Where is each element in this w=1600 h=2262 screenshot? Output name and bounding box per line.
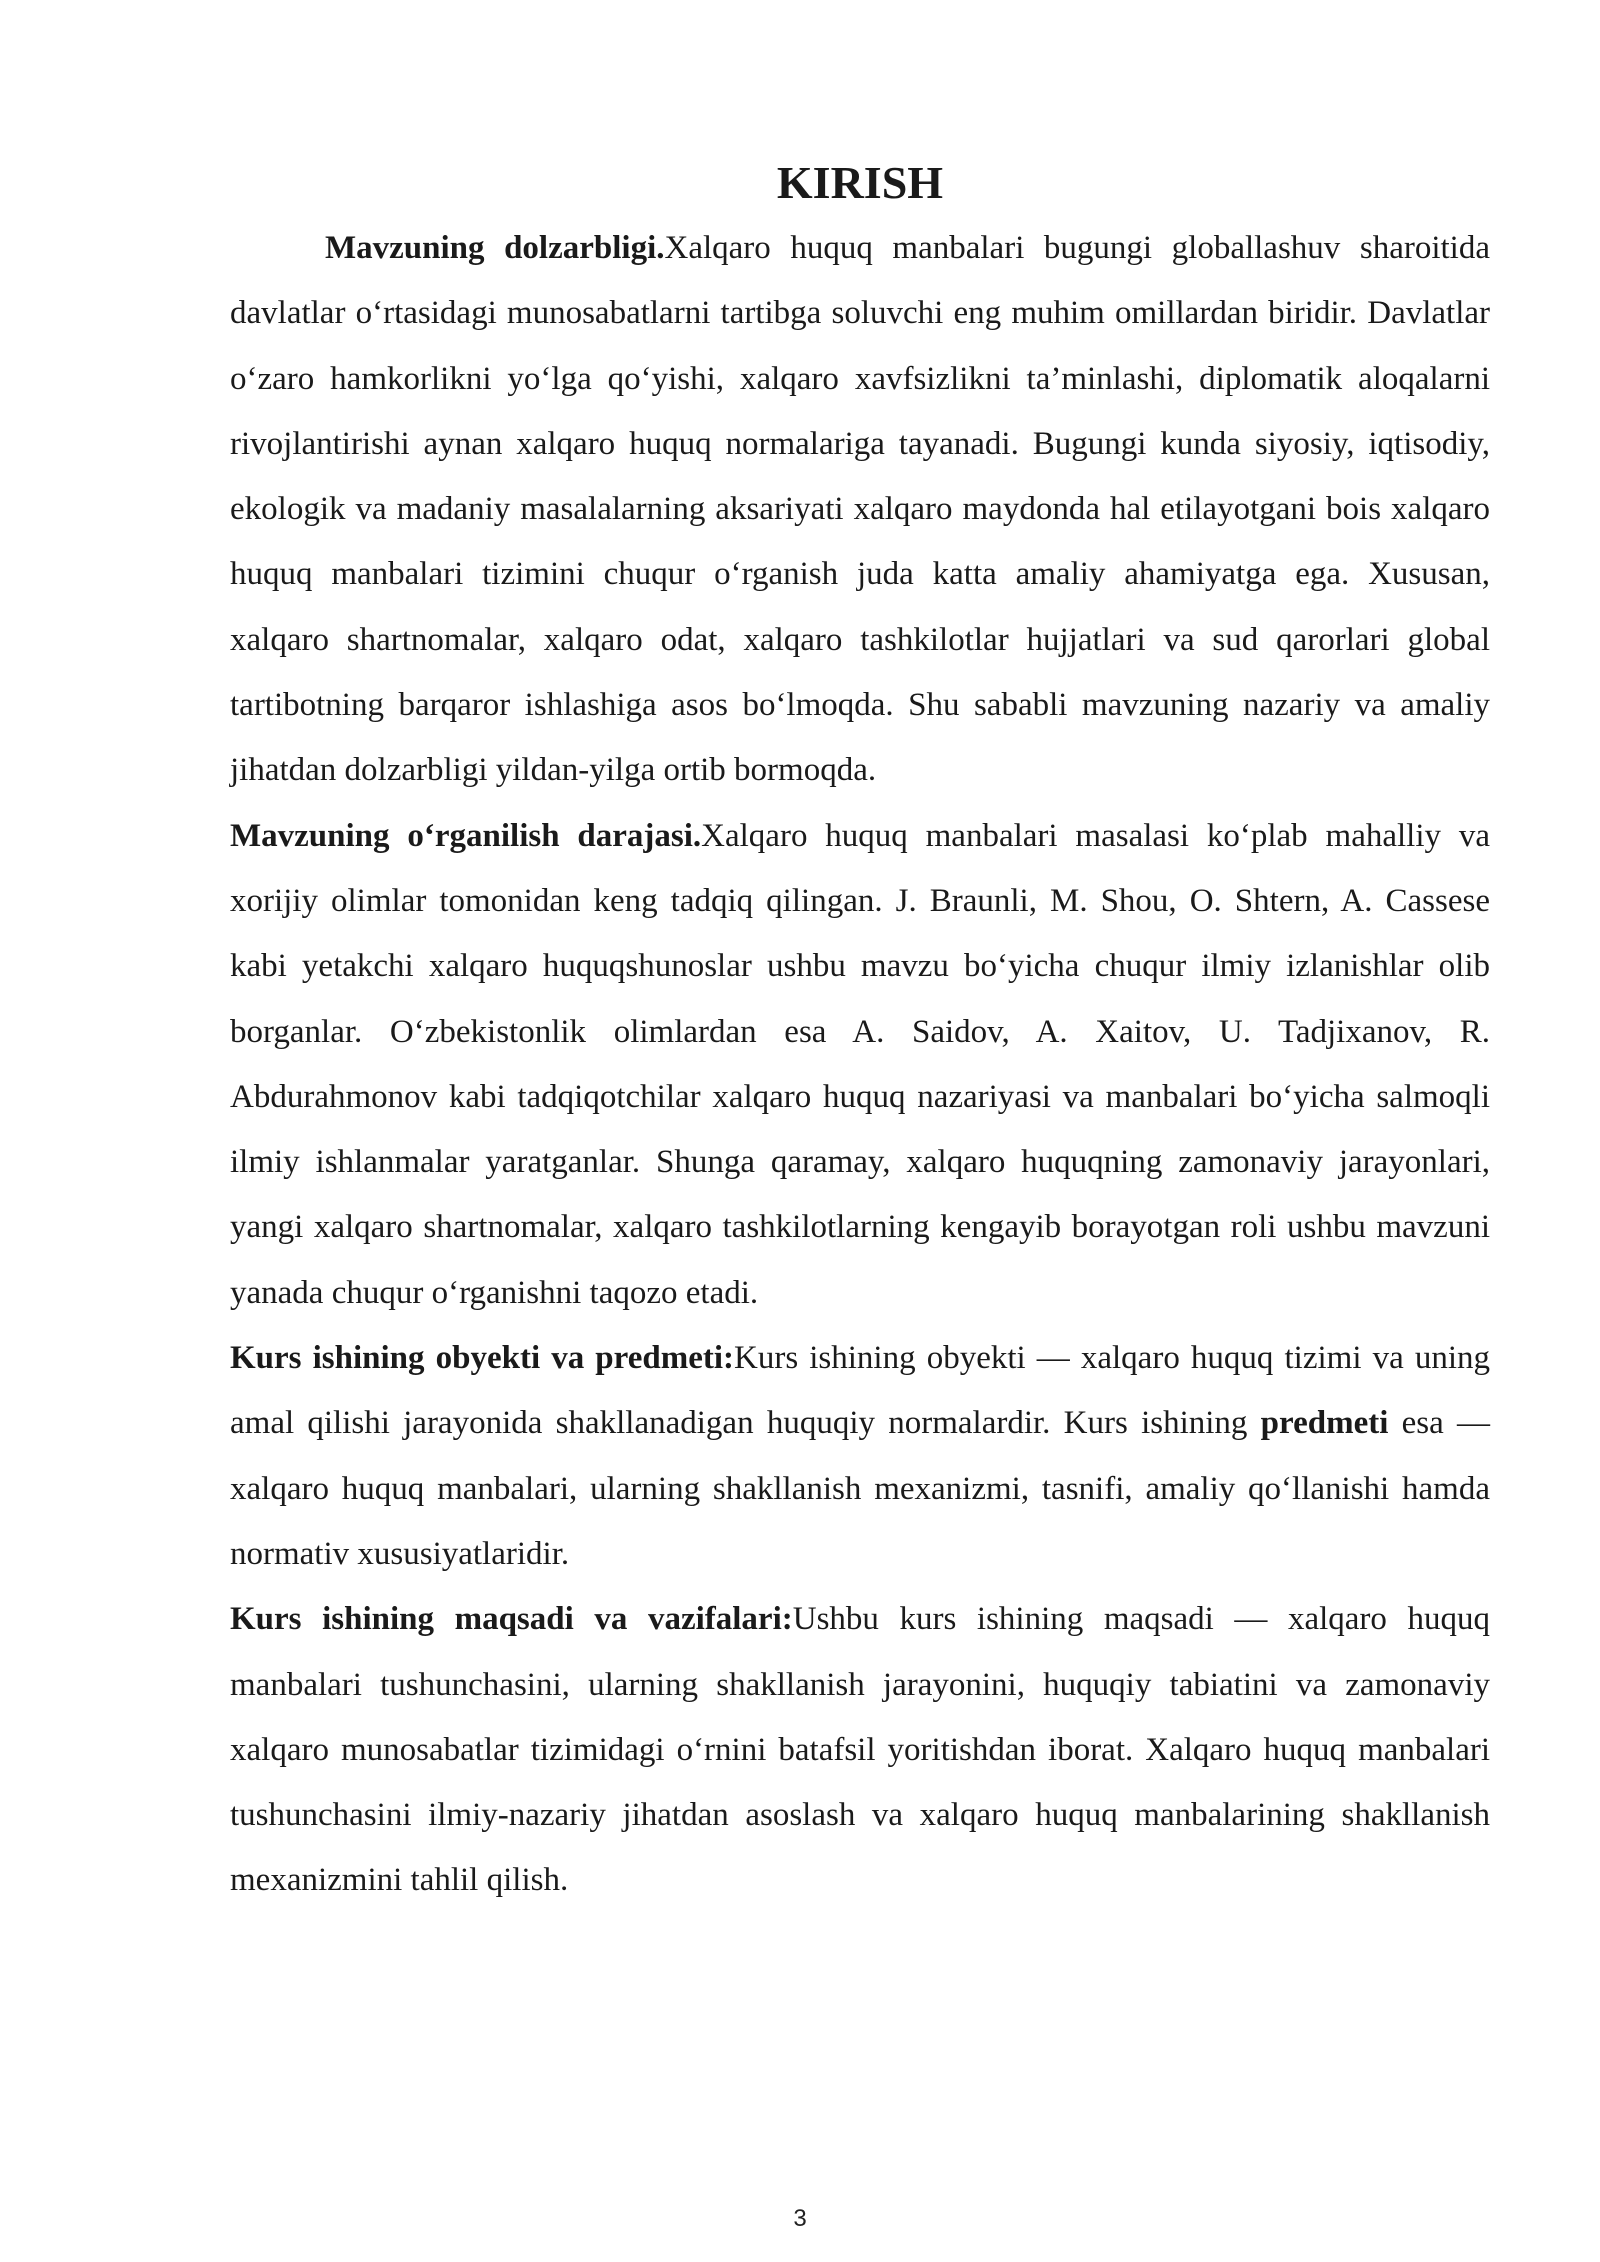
paragraph-text: Kurs ishining obyekti — xalqaro huquq tizimi va uning amal qilishi jarayonida shakllanadigan huquqiy normalardir. Kurs ishining [230, 1340, 1490, 1442]
page-title: KIRISH [776, 157, 944, 208]
paragraph-lead: Mavzuning dolzarbligi. [325, 230, 665, 266]
paragraph-dolzarbligi [230, 216, 1490, 804]
paragraph-lead: Kurs ishining maqsadi va vazifalari: [230, 1601, 793, 1638]
page-content [230, 150, 1490, 1914]
paragraph-text: Xalqaro huquq manbalari bugungi globallashuv sharoitida davlatlar o‘rtasidagi munosabatlarni tartibga soluvchi eng muhim omillardan biridir. Davlatlar o‘zaro hamkorlikni yo‘lga qo‘yishi, xalqaro xavfsizlikni ta’minlashi, diplomatik aloqalarni rivojlantirishi aynan xalqaro huquq normalariga tayanadi. Bugungi kunda siyosiy, iqtisodiy, ekologik va madaniy masalalarning aksariyati xalqaro maydonda hal etilayotgani bois xalqaro huquq manbalari tizimini chuqur o‘rganish juda katta amaliy ahamiyatga ega. Xususan, xalqaro shartnomalar, xalqaro odat, xalqaro tashkilotlar hujjatlari va sud qarorlari global tartibotning barqaror ishlashiga asos bo‘lmoqda. Shu sababli mavzuning nazariy va amaliy jihatdan dolzarbligi yildan-yilga ortib bormoqda. [230, 230, 1490, 789]
paragraph-text: esa — xalqaro huquq manbalari, ularning shakllanish mexanizmi, tasnifi, amaliy qo‘llanishi hamda normativ xususiyatlaridir. [230, 1405, 1490, 1572]
page-number: 3 [793, 2205, 807, 2232]
paragraph-obyekt [230, 1326, 1490, 1587]
paragraph-lead: Kurs ishining obyekti va predmeti: [230, 1340, 734, 1377]
paragraph-lead: Mavzuning o‘rganilish darajasi. [230, 817, 702, 854]
paragraph-maqsad [230, 1587, 1490, 1913]
paragraph-bold-word: predmeti [1260, 1405, 1389, 1442]
paragraph-text: Ushbu kurs ishining maqsadi — xalqaro huquq manbalari tushunchasini, ularning shakllanish jarayonini, huquqiy tabiatini va zamonaviy xalqaro munosabatlar tizimidagi o‘rnini batafsil yoritishdan iborat. Xalqaro huquq manbalari tushunchasini ilmiy-nazariy jihatdan asoslash va xalqaro huquq manbalarining shakllanish mexanizmini tahlil qilish. [230, 1601, 1490, 1899]
paragraph-text: Xalqaro huquq manbalari masalasi ko‘plab mahalliy va xorijiy olimlar tomonidan keng tadqiq qilingan. J. Braunli, M. Shou, O. Shtern, A. Cassese kabi yetakchi xalqaro huquqshunoslar ushbu mavzu bo‘yicha chuqur ilmiy izlanishlar olib borganlar. O‘zbekistonlik olimlardan esa A. Saidov, A. Xaitov, U. Tadjixanov, R. Abdurahmonov kabi tadqiqotchilar xalqaro huquq nazariyasi va manbalari bo‘yicha salmoqli ilmiy ishlanmalar yaratganlar. Shunga qaramay, xalqaro huquqning zamonaviy jarayonlari, yangi xalqaro shartnomalar, xalqaro tashkilotlarning kengayib borayotgan roli ushbu mavzuni yanada chuqur o‘rganishni taqozo etadi. [230, 817, 1490, 1311]
paragraph-organilish [230, 804, 1490, 1326]
